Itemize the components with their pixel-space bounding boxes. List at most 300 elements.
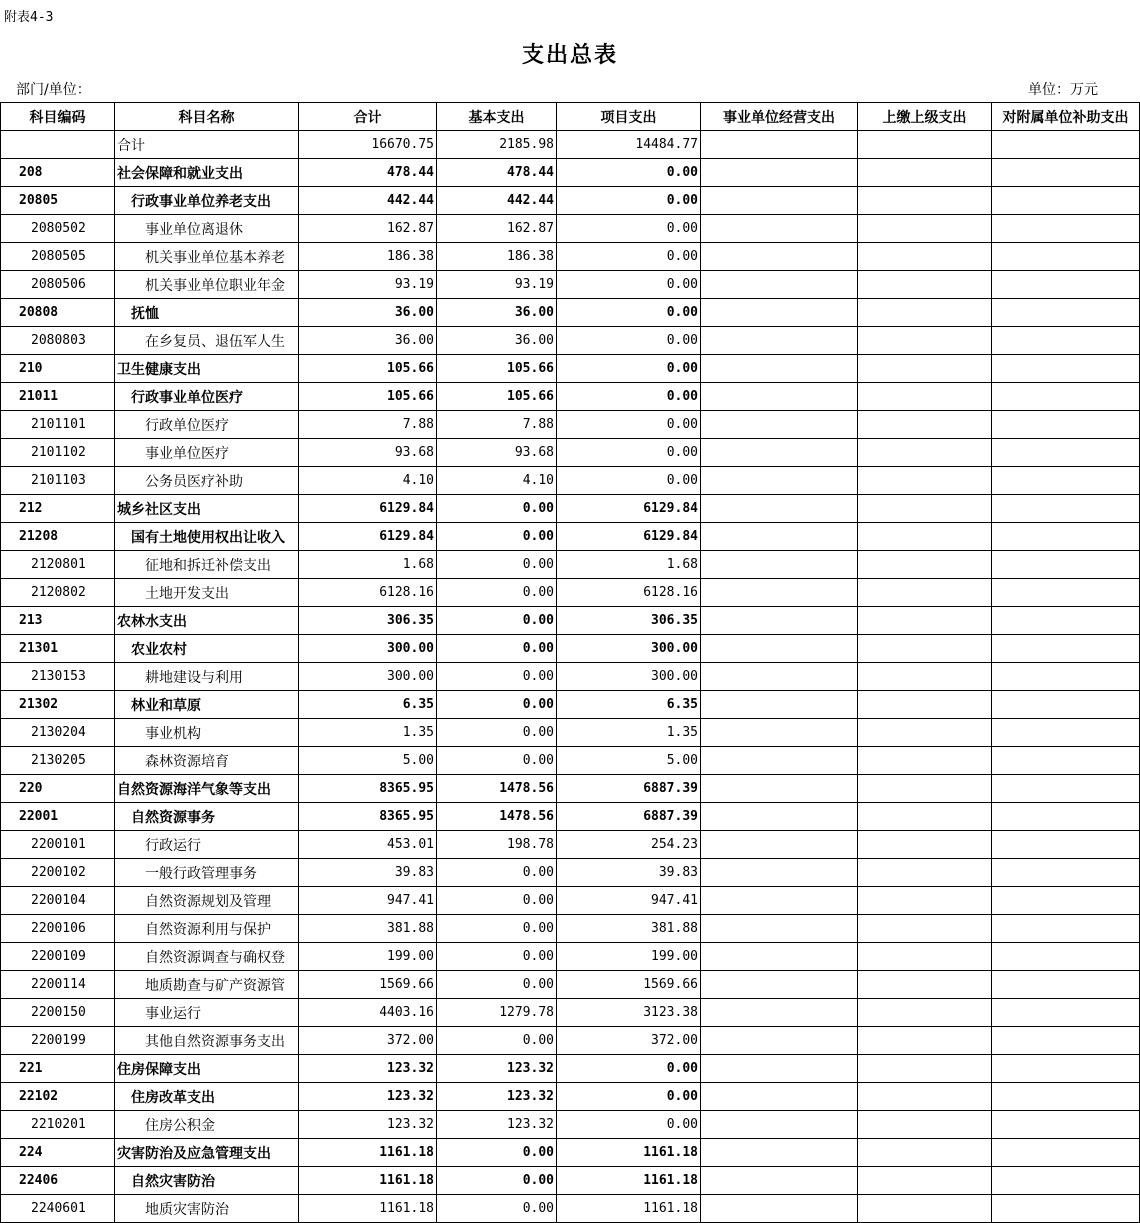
cell-basic: 4.10	[437, 467, 557, 495]
cell-basic: 2185.98	[437, 131, 557, 159]
cell-project: 39.83	[557, 859, 701, 887]
cell-project: 0.00	[557, 299, 701, 327]
cell-total: 381.88	[299, 915, 437, 943]
cell-upper	[858, 467, 992, 495]
cell-total: 300.00	[299, 635, 437, 663]
cell-project: 1569.66	[557, 971, 701, 999]
cell-total: 199.00	[299, 943, 437, 971]
cell-subsidy	[992, 439, 1140, 467]
cell-basic: 0.00	[437, 691, 557, 719]
cell-upper	[858, 915, 992, 943]
cell-name: 行政运行	[115, 831, 299, 859]
cell-subsidy	[992, 719, 1140, 747]
cell-code: 22001	[1, 803, 115, 831]
cell-business	[701, 551, 858, 579]
department-label: 部门/单位：	[16, 82, 91, 98]
cell-project: 1.68	[557, 551, 701, 579]
cell-upper	[858, 887, 992, 915]
cell-total: 36.00	[299, 327, 437, 355]
cell-subsidy	[992, 831, 1140, 859]
cell-code: 2210201	[1, 1111, 115, 1139]
cell-name: 土地开发支出	[115, 579, 299, 607]
cell-name: 机关事业单位职业年金	[115, 271, 299, 299]
column-header-subsidy: 对附属单位补助支出	[992, 103, 1140, 131]
cell-basic: 0.00	[437, 579, 557, 607]
cell-name: 林业和草原	[115, 691, 299, 719]
cell-basic: 123.32	[437, 1111, 557, 1139]
cell-code: 208	[1, 159, 115, 187]
cell-total: 93.19	[299, 271, 437, 299]
cell-total: 8365.95	[299, 803, 437, 831]
table-row	[1, 579, 1140, 607]
cell-name: 机关事业单位基本养老	[115, 243, 299, 271]
cell-basic: 0.00	[437, 607, 557, 635]
cell-name: 行政事业单位养老支出	[115, 187, 299, 215]
table-row	[1, 1111, 1140, 1139]
cell-upper	[858, 439, 992, 467]
cell-business	[701, 663, 858, 691]
column-header-total: 合计	[299, 103, 437, 131]
cell-code: 20808	[1, 299, 115, 327]
cell-code: 2101101	[1, 411, 115, 439]
table-row	[1, 887, 1140, 915]
cell-project: 0.00	[557, 383, 701, 411]
column-header-upper: 上缴上级支出	[858, 103, 992, 131]
cell-basic: 0.00	[437, 915, 557, 943]
cell-business	[701, 383, 858, 411]
cell-basic: 123.32	[437, 1083, 557, 1111]
cell-basic: 7.88	[437, 411, 557, 439]
cell-subsidy	[992, 691, 1140, 719]
table-row	[1, 747, 1140, 775]
cell-subsidy	[992, 859, 1140, 887]
table-row	[1, 915, 1140, 943]
table-header-row	[1, 103, 1140, 131]
table-row	[1, 1139, 1140, 1167]
cell-business	[701, 327, 858, 355]
table-row	[1, 691, 1140, 719]
cell-subsidy	[992, 271, 1140, 299]
cell-total: 8365.95	[299, 775, 437, 803]
table-row	[1, 131, 1140, 159]
cell-project: 381.88	[557, 915, 701, 943]
cell-business	[701, 1083, 858, 1111]
table-row	[1, 299, 1140, 327]
cell-upper	[858, 943, 992, 971]
cell-code: 20805	[1, 187, 115, 215]
cell-code: 210	[1, 355, 115, 383]
cell-project: 1161.18	[557, 1167, 701, 1195]
table-row	[1, 1027, 1140, 1055]
cell-subsidy	[992, 1111, 1140, 1139]
cell-project: 0.00	[557, 467, 701, 495]
cell-name: 事业单位医疗	[115, 439, 299, 467]
cell-project: 0.00	[557, 271, 701, 299]
cell-project: 0.00	[557, 159, 701, 187]
cell-total: 1161.18	[299, 1139, 437, 1167]
cell-business	[701, 131, 858, 159]
table-row	[1, 803, 1140, 831]
cell-total: 372.00	[299, 1027, 437, 1055]
cell-name: 抚恤	[115, 299, 299, 327]
cell-basic: 36.00	[437, 327, 557, 355]
cell-name: 行政单位医疗	[115, 411, 299, 439]
table-row	[1, 439, 1140, 467]
cell-total: 123.32	[299, 1111, 437, 1139]
cell-code: 2130153	[1, 663, 115, 691]
cell-name: 农林水支出	[115, 607, 299, 635]
cell-upper	[858, 299, 992, 327]
cell-basic: 0.00	[437, 1139, 557, 1167]
cell-subsidy	[992, 187, 1140, 215]
cell-name: 征地和拆迁补偿支出	[115, 551, 299, 579]
table-row	[1, 775, 1140, 803]
cell-total: 6129.84	[299, 523, 437, 551]
cell-project: 6887.39	[557, 775, 701, 803]
table-row	[1, 859, 1140, 887]
cell-basic: 0.00	[437, 1167, 557, 1195]
cell-code: 2200114	[1, 971, 115, 999]
cell-name: 事业机构	[115, 719, 299, 747]
cell-code: 2080803	[1, 327, 115, 355]
cell-subsidy	[992, 411, 1140, 439]
cell-project: 254.23	[557, 831, 701, 859]
cell-upper	[858, 551, 992, 579]
cell-code: 2200102	[1, 859, 115, 887]
cell-name: 农业农村	[115, 635, 299, 663]
cell-upper	[858, 159, 992, 187]
cell-total: 947.41	[299, 887, 437, 915]
cell-name: 事业单位离退休	[115, 215, 299, 243]
cell-code: 22102	[1, 1083, 115, 1111]
cell-upper	[858, 1195, 992, 1223]
cell-name: 公务员医疗补助	[115, 467, 299, 495]
cell-subsidy	[992, 1139, 1140, 1167]
cell-total: 6129.84	[299, 495, 437, 523]
cell-business	[701, 635, 858, 663]
cell-project: 0.00	[557, 355, 701, 383]
table-row	[1, 355, 1140, 383]
cell-code: 2101103	[1, 467, 115, 495]
cell-project: 6128.16	[557, 579, 701, 607]
cell-subsidy	[992, 383, 1140, 411]
cell-business	[701, 1055, 858, 1083]
cell-name: 自然资源事务	[115, 803, 299, 831]
cell-basic: 478.44	[437, 159, 557, 187]
table-row	[1, 187, 1140, 215]
cell-code: 2080505	[1, 243, 115, 271]
cell-upper	[858, 803, 992, 831]
table-row	[1, 607, 1140, 635]
cell-project: 6129.84	[557, 495, 701, 523]
cell-project: 0.00	[557, 439, 701, 467]
cell-subsidy	[992, 943, 1140, 971]
cell-code: 224	[1, 1139, 115, 1167]
cell-code: 2080502	[1, 215, 115, 243]
cell-project: 5.00	[557, 747, 701, 775]
cell-project: 6.35	[557, 691, 701, 719]
cell-basic: 93.19	[437, 271, 557, 299]
cell-business	[701, 1167, 858, 1195]
cell-code: 2130204	[1, 719, 115, 747]
cell-business	[701, 1139, 858, 1167]
cell-business	[701, 495, 858, 523]
table-row	[1, 719, 1140, 747]
cell-business	[701, 971, 858, 999]
table-body	[1, 131, 1140, 1223]
table-row	[1, 943, 1140, 971]
cell-subsidy	[992, 159, 1140, 187]
cell-basic: 0.00	[437, 1195, 557, 1223]
column-header-business: 事业单位经营支出	[701, 103, 858, 131]
cell-project: 300.00	[557, 635, 701, 663]
cell-upper	[858, 607, 992, 635]
cell-basic: 1279.78	[437, 999, 557, 1027]
cell-subsidy	[992, 579, 1140, 607]
cell-code: 2200101	[1, 831, 115, 859]
cell-name: 卫生健康支出	[115, 355, 299, 383]
cell-project: 306.35	[557, 607, 701, 635]
cell-upper	[858, 635, 992, 663]
cell-project: 1161.18	[557, 1139, 701, 1167]
table-row	[1, 1055, 1140, 1083]
cell-basic: 0.00	[437, 859, 557, 887]
cell-name: 住房公积金	[115, 1111, 299, 1139]
cell-business	[701, 523, 858, 551]
cell-business	[701, 215, 858, 243]
cell-upper	[858, 383, 992, 411]
cell-business	[701, 915, 858, 943]
cell-basic: 198.78	[437, 831, 557, 859]
cell-code: 2101102	[1, 439, 115, 467]
cell-code	[1, 131, 115, 159]
cell-total: 162.87	[299, 215, 437, 243]
table-row	[1, 663, 1140, 691]
cell-business	[701, 439, 858, 467]
cell-basic: 186.38	[437, 243, 557, 271]
cell-total: 6128.16	[299, 579, 437, 607]
cell-total: 1161.18	[299, 1195, 437, 1223]
table-row	[1, 1167, 1140, 1195]
cell-subsidy	[992, 1167, 1140, 1195]
cell-business	[701, 775, 858, 803]
table-row	[1, 523, 1140, 551]
cell-upper	[858, 719, 992, 747]
cell-total: 7.88	[299, 411, 437, 439]
cell-upper	[858, 747, 992, 775]
cell-upper	[858, 215, 992, 243]
cell-subsidy	[992, 355, 1140, 383]
cell-business	[701, 887, 858, 915]
column-header-basic: 基本支出	[437, 103, 557, 131]
cell-subsidy	[992, 635, 1140, 663]
table-row	[1, 551, 1140, 579]
cell-subsidy	[992, 747, 1140, 775]
cell-business	[701, 1195, 858, 1223]
cell-business	[701, 159, 858, 187]
column-header-project: 项目支出	[557, 103, 701, 131]
cell-code: 21302	[1, 691, 115, 719]
cell-code: 2130205	[1, 747, 115, 775]
cell-subsidy	[992, 551, 1140, 579]
cell-name: 其他自然资源事务支出	[115, 1027, 299, 1055]
cell-subsidy	[992, 999, 1140, 1027]
cell-subsidy	[992, 775, 1140, 803]
cell-subsidy	[992, 663, 1140, 691]
cell-upper	[858, 271, 992, 299]
column-header-code: 科目编码	[1, 103, 115, 131]
cell-total: 105.66	[299, 355, 437, 383]
cell-basic: 1478.56	[437, 775, 557, 803]
table-row	[1, 467, 1140, 495]
cell-total: 1.68	[299, 551, 437, 579]
table-row	[1, 383, 1140, 411]
cell-project: 372.00	[557, 1027, 701, 1055]
cell-upper	[858, 1139, 992, 1167]
cell-name: 社会保障和就业支出	[115, 159, 299, 187]
table-row	[1, 411, 1140, 439]
cell-project: 0.00	[557, 1083, 701, 1111]
cell-project: 0.00	[557, 327, 701, 355]
cell-basic: 162.87	[437, 215, 557, 243]
cell-basic: 0.00	[437, 495, 557, 523]
cell-business	[701, 299, 858, 327]
cell-total: 123.32	[299, 1055, 437, 1083]
cell-project: 1.35	[557, 719, 701, 747]
cell-project: 0.00	[557, 243, 701, 271]
cell-subsidy	[992, 523, 1140, 551]
cell-name: 城乡社区支出	[115, 495, 299, 523]
table-row	[1, 1195, 1140, 1223]
cell-code: 21208	[1, 523, 115, 551]
cell-name: 在乡复员、退伍军人生	[115, 327, 299, 355]
cell-name: 地质灾害防治	[115, 1195, 299, 1223]
cell-subsidy	[992, 607, 1140, 635]
cell-name: 灾害防治及应急管理支出	[115, 1139, 299, 1167]
cell-upper	[858, 523, 992, 551]
cell-code: 2120802	[1, 579, 115, 607]
cell-total: 93.68	[299, 439, 437, 467]
cell-name: 耕地建设与利用	[115, 663, 299, 691]
cell-upper	[858, 411, 992, 439]
cell-business	[701, 803, 858, 831]
cell-total: 39.83	[299, 859, 437, 887]
cell-upper	[858, 691, 992, 719]
table-row	[1, 999, 1140, 1027]
cell-name: 森林资源培育	[115, 747, 299, 775]
cell-name: 行政事业单位医疗	[115, 383, 299, 411]
cell-project: 0.00	[557, 215, 701, 243]
cell-total: 36.00	[299, 299, 437, 327]
cell-code: 22406	[1, 1167, 115, 1195]
cell-basic: 105.66	[437, 383, 557, 411]
cell-total: 1161.18	[299, 1167, 437, 1195]
cell-code: 21301	[1, 635, 115, 663]
cell-basic: 105.66	[437, 355, 557, 383]
cell-total: 6.35	[299, 691, 437, 719]
cell-upper	[858, 327, 992, 355]
cell-subsidy	[992, 915, 1140, 943]
cell-business	[701, 467, 858, 495]
cell-basic: 0.00	[437, 523, 557, 551]
table-row	[1, 1083, 1140, 1111]
cell-business	[701, 243, 858, 271]
cell-subsidy	[992, 215, 1140, 243]
cell-code: 2200150	[1, 999, 115, 1027]
cell-total: 478.44	[299, 159, 437, 187]
cell-upper	[858, 1111, 992, 1139]
cell-project: 1161.18	[557, 1195, 701, 1223]
cell-code: 213	[1, 607, 115, 635]
table-row	[1, 635, 1140, 663]
cell-upper	[858, 859, 992, 887]
cell-code: 2200109	[1, 943, 115, 971]
cell-total: 4.10	[299, 467, 437, 495]
cell-name: 国有土地使用权出让收入	[115, 523, 299, 551]
cell-code: 2240601	[1, 1195, 115, 1223]
cell-subsidy	[992, 1083, 1140, 1111]
cell-business	[701, 607, 858, 635]
cell-upper	[858, 1055, 992, 1083]
cell-code: 2080506	[1, 271, 115, 299]
cell-subsidy	[992, 1027, 1140, 1055]
cell-upper	[858, 187, 992, 215]
cell-basic: 0.00	[437, 635, 557, 663]
cell-code: 2200106	[1, 915, 115, 943]
cell-name: 合计	[115, 131, 299, 159]
cell-upper	[858, 243, 992, 271]
cell-business	[701, 579, 858, 607]
cell-basic: 0.00	[437, 551, 557, 579]
cell-basic: 442.44	[437, 187, 557, 215]
cell-project: 6129.84	[557, 523, 701, 551]
cell-business	[701, 411, 858, 439]
cell-project: 300.00	[557, 663, 701, 691]
cell-code: 2200199	[1, 1027, 115, 1055]
cell-project: 199.00	[557, 943, 701, 971]
table-row	[1, 243, 1140, 271]
cell-project: 0.00	[557, 1111, 701, 1139]
cell-basic: 0.00	[437, 943, 557, 971]
cell-business	[701, 943, 858, 971]
cell-total: 300.00	[299, 663, 437, 691]
cell-name: 自然灾害防治	[115, 1167, 299, 1195]
cell-total: 453.01	[299, 831, 437, 859]
cell-name: 自然资源利用与保护	[115, 915, 299, 943]
cell-subsidy	[992, 131, 1140, 159]
cell-name: 住房改革支出	[115, 1083, 299, 1111]
cell-business	[701, 999, 858, 1027]
cell-name: 住房保障支出	[115, 1055, 299, 1083]
table-row	[1, 271, 1140, 299]
cell-basic: 0.00	[437, 719, 557, 747]
cell-total: 1569.66	[299, 971, 437, 999]
cell-name: 一般行政管理事务	[115, 859, 299, 887]
column-header-name: 科目名称	[115, 103, 299, 131]
cell-name: 事业运行	[115, 999, 299, 1027]
cell-basic: 0.00	[437, 747, 557, 775]
cell-project: 6887.39	[557, 803, 701, 831]
cell-code: 21011	[1, 383, 115, 411]
cell-project: 14484.77	[557, 131, 701, 159]
cell-total: 1.35	[299, 719, 437, 747]
cell-code: 221	[1, 1055, 115, 1083]
cell-subsidy	[992, 243, 1140, 271]
cell-basic: 1478.56	[437, 803, 557, 831]
cell-total: 442.44	[299, 187, 437, 215]
cell-upper	[858, 1027, 992, 1055]
table-row	[1, 831, 1140, 859]
